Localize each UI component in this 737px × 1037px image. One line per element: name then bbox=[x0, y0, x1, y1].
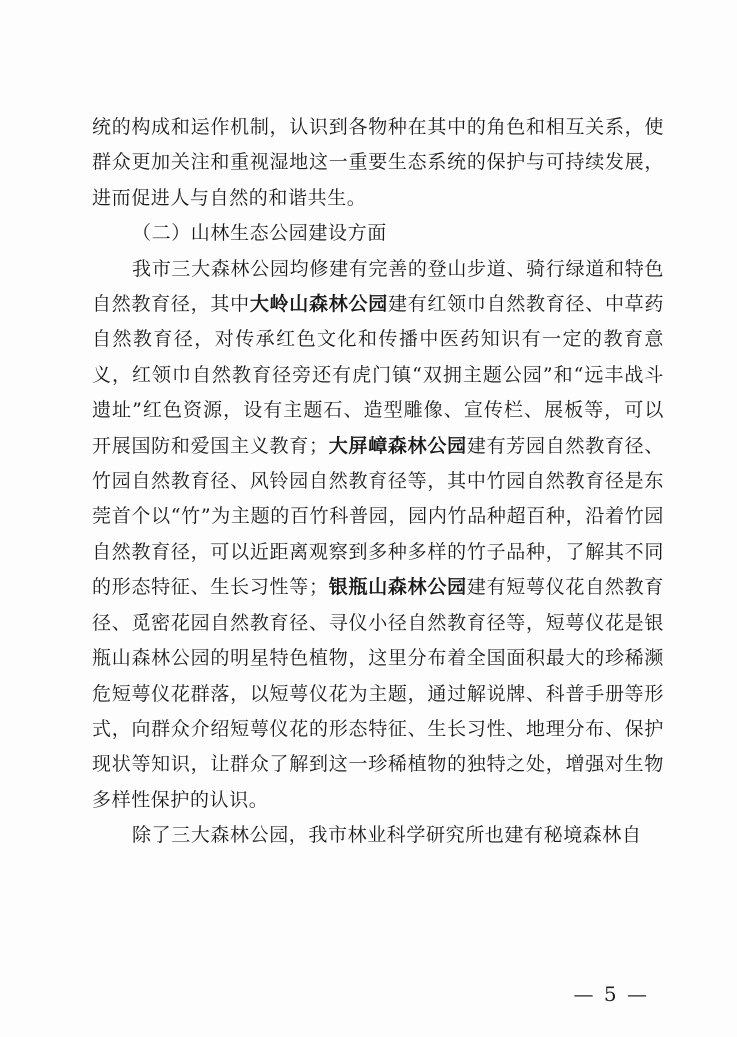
document-body bbox=[92, 110, 664, 854]
park-name-dapingzhang: 大屏嶂森林公园 bbox=[328, 434, 467, 457]
section-heading: （二）山林生态公园建设方面 bbox=[132, 222, 387, 245]
paragraph-text: 建有短萼仪花自然教育径、觅密花园自然教育径、寻仪小径自然教育径等，短萼仪花是银瓶山森林公园的明星特色植物，这里分布着全国面积最大的珍稀濒危短萼仪花群落，以短萼仪花为主题，通过解说牌、科普手册等形式，向群众介绍短萼仪花的形态特征、生长习性、地理分布、保护现状等知识，让群众了解到这一珍稀植物的独特之处，增强对生物多样性保护的认识。 bbox=[92, 576, 664, 811]
paragraph-continuation: 统的构成和运作机制，认识到各物种在其中的角色和相互关系，使群众更加关注和重视湿地这一重要生态系统的保护与可持续发展，进而促进人与自然的和谐共生。 bbox=[92, 116, 664, 209]
park-name-dalingshan: 大岭山森林公园 bbox=[249, 293, 388, 316]
paragraph-forestry-institute: 除了三大森林公园，我市林业科学研究所也建有秘境森林自 bbox=[132, 824, 642, 847]
page-number: — 5 — bbox=[573, 982, 649, 1006]
paragraph-forest-parks bbox=[92, 252, 664, 819]
paragraph-text: 建有芳园自然教育径、竹园自然教育径、风铃园自然教育径等，其中竹园自然教育径是东莞首个以“竹”为主题的百竹科普园，园内竹品种超百种，沿着竹园自然教育径，可以近距离观察到多种多样的竹子品种，了解其不同的形态特征、生长习性等； bbox=[92, 434, 664, 599]
paragraph-text: 建有红领巾自然教育径、中草药自然教育径，对传承红色文化和传播中医药知识有一定的教育意义，红领巾自然教育径旁还有虎门镇“双拥主题公园”和“远丰战斗遗址”红色资源，设有主题石、造型雕像、宣传栏、展板等，可以开展国防和爱国主义教育； bbox=[92, 293, 664, 457]
paragraph-text: 我市三大森林公园均修建有完善的登山步道、骑行绿道和特色自然教育径，其中 bbox=[92, 257, 664, 316]
park-name-yinpingshan: 银瓶山森林公园 bbox=[328, 576, 467, 599]
